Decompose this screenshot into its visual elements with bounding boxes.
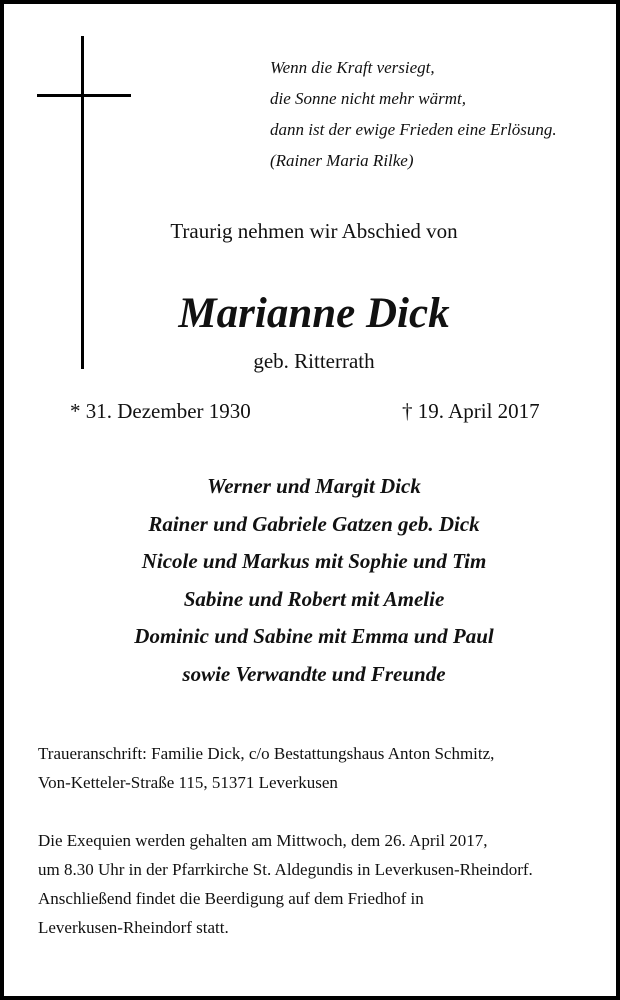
mourner-item: sowie Verwandte und Freunde [182,661,446,686]
poem-attribution: (Rainer Maria Rilke) [270,151,414,170]
deceased-name: Marianne Dick [178,290,450,337]
mourner-item: Sabine und Robert mit Amelie [183,586,445,611]
service-line: Leverkusen-Rheindorf statt. [38,918,229,937]
poem-quote [270,52,610,176]
mourners-list [4,468,620,693]
poem-line: die Sonne nicht mehr wärmt, [270,89,466,108]
poem-line: dann ist der ewige Frieden eine Erlösung. [270,120,557,139]
mourner-item: Dominic und Sabine mit Emma und Paul [134,624,494,648]
mourner-item: Nicole und Markus mit Sophie und Tim [141,549,487,573]
birth-name: geb. Ritterrath [253,349,375,373]
mourning-address [38,739,613,797]
service-line: Anschließend findet die Beerdigung auf dem Friedhof in [38,889,424,908]
birth-date: * 31. Dezember 1930 [70,399,251,423]
mourner-item: Werner und Margit Dick [207,474,421,498]
address-line: Traueranschrift: Familie Dick, c/o Bestattungshaus Anton Schmitz, [38,744,495,763]
farewell-intro: Traurig nehmen wir Abschied von [170,219,458,243]
service-line: um 8.30 Uhr in der Pfarrkirche St. Aldegundis in Leverkusen-Rheindorf. [38,860,533,879]
cross-horizontal-bar [37,94,131,97]
service-line: Die Exequien werden gehalten am Mittwoch, dem 26. April 2017, [38,831,488,850]
death-date: † 19. April 2017 [402,399,540,423]
address-line: Von-Ketteler-Straße 115, 51371 Leverkusen [38,773,338,792]
poem-line: Wenn die Kraft versiegt, [270,58,435,77]
mourner-item: Rainer und Gabriele Gatzen geb. Dick [148,511,480,536]
funeral-service-details [38,826,613,942]
